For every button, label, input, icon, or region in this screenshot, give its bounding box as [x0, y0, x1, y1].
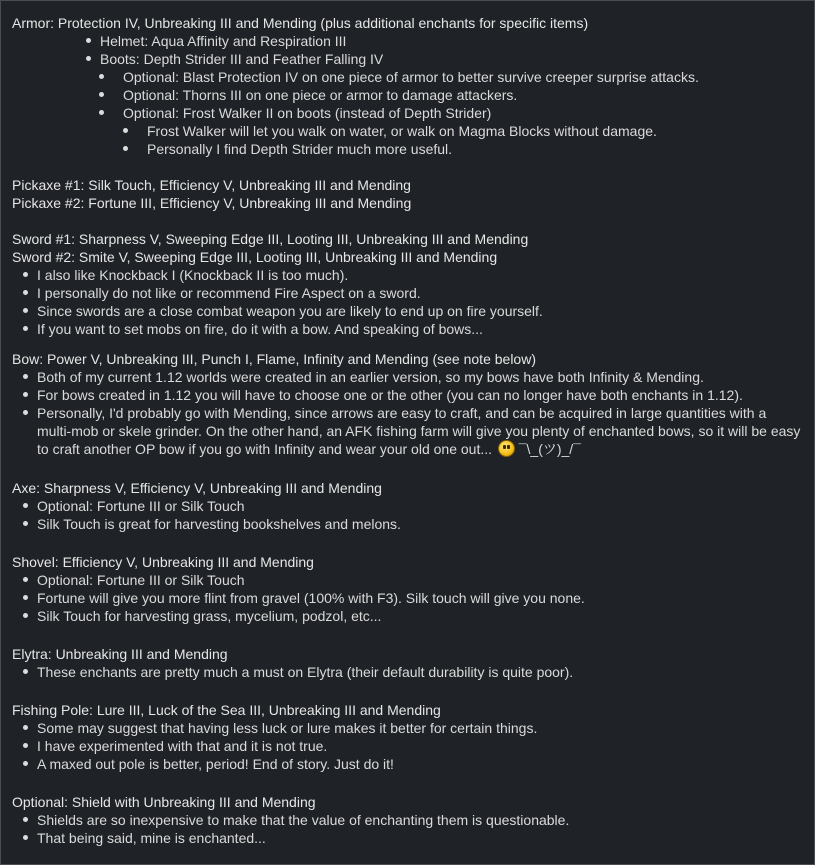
list-item: [12, 404, 804, 458]
list-item: Both of my current 1.12 worlds were created in an earlier version, so my bows have both Infinity & Mending.: [12, 368, 804, 386]
shrug-text: ¯\_(ツ)_/¯: [518, 441, 581, 457]
list-item: These enchants are pretty much a must on Elytra (their default durability is quite poor).: [12, 663, 804, 681]
post-content: [12, 14, 804, 847]
fishing-list: [12, 719, 804, 773]
sword-list: [12, 266, 804, 338]
list-item: Silk Touch is great for harvesting bookshelves and melons.: [12, 515, 804, 533]
sword-2-heading: Sword #2: Smite V, Sweeping Edge III, Looting III, Unbreaking III and Mending: [12, 249, 498, 265]
list-item: Boots: Depth Strider III and Feather Falling IV: [12, 50, 804, 68]
list-item: Silk Touch for harvesting grass, mycelium, podzol, etc...: [12, 607, 804, 625]
list-item: That being said, mine is enchanted...: [12, 829, 804, 847]
list-item: A maxed out pole is better, period! End of story. Just do it!: [12, 755, 804, 773]
bow-list: [12, 368, 804, 458]
shovel-list: [12, 571, 804, 625]
list-item: Optional: Thorns III on one piece or armor to damage attackers.: [12, 86, 804, 104]
list-item: Optional: Blast Protection IV on one piece of armor to better survive creeper surprise attacks.: [12, 68, 804, 86]
pickaxe-1-heading: Pickaxe #1: Silk Touch, Efficiency V, Unbreaking III and Mending: [12, 177, 411, 193]
elytra-heading: Elytra: Unbreaking III and Mending: [12, 646, 228, 662]
list-item: Some may suggest that having less luck or lure makes it better for certain things.: [12, 719, 804, 737]
axe-list: [12, 497, 804, 533]
shield-heading: Optional: Shield with Unbreaking III and Mending: [12, 794, 316, 810]
list-item: Frost Walker will let you walk on water, or walk on Magma Blocks without damage.: [12, 122, 804, 140]
bow-note-text: Personally, I'd probably go with Mending, since arrows are easy to craft, and can be acquired in large quantities with a multi-mob or skele grinder. On the other hand, an AFK fishing farm will give you plenty of enchanted bows, so it will be easy to craft another OP bow if you go with Infinity and wear your old one out...: [37, 405, 801, 457]
list-item: Fortune will give you more flint from gravel (100% with F3). Silk touch will give you none.: [12, 589, 804, 607]
list-item: Optional: Frost Walker II on boots (instead of Depth Strider): [12, 104, 804, 122]
list-item: I also like Knockback I (Knockback II is too much).: [12, 266, 804, 284]
shovel-heading: Shovel: Efficiency V, Unbreaking III and Mending: [12, 554, 314, 570]
list-item: I have experimented with that and it is not true.: [12, 737, 804, 755]
list-item: Shields are so inexpensive to make that the value of enchanting them is questionable.: [12, 811, 804, 829]
list-item: Since swords are a close combat weapon you are likely to end up on fire yourself.: [12, 302, 804, 320]
list-item: Helmet: Aqua Affinity and Respiration III: [12, 32, 804, 50]
armor-list: [12, 32, 804, 158]
smiley-emoji-icon: [498, 440, 515, 457]
list-item: Optional: Fortune III or Silk Touch: [12, 571, 804, 589]
shield-list: [12, 811, 804, 847]
list-item: If you want to set mobs on fire, do it with a bow. And speaking of bows...: [12, 320, 804, 338]
sword-1-heading: Sword #1: Sharpness V, Sweeping Edge III, Looting III, Unbreaking III and Mending: [12, 231, 529, 247]
elytra-list: [12, 663, 804, 681]
axe-heading: Axe: Sharpness V, Efficiency V, Unbreaking III and Mending: [12, 480, 382, 496]
bow-heading: Bow: Power V, Unbreaking III, Punch I, Flame, Infinity and Mending (see note below): [12, 351, 536, 367]
list-item: For bows created in 1.12 you will have to choose one or the other (you can no longer have both enchants in 1.12).: [12, 386, 804, 404]
pickaxe-2-heading: Pickaxe #2: Fortune III, Efficiency V, Unbreaking III and Mending: [12, 195, 412, 211]
armor-heading: Armor: Protection IV, Unbreaking III and Mending (plus additional enchants for specific items): [12, 15, 589, 31]
list-item: I personally do not like or recommend Fire Aspect on a sword.: [12, 284, 804, 302]
fishing-pole-heading: Fishing Pole: Lure III, Luck of the Sea III, Unbreaking III and Mending: [12, 702, 441, 718]
list-item: Optional: Fortune III or Silk Touch: [12, 497, 804, 515]
list-item: Personally I find Depth Strider much more useful.: [12, 140, 804, 158]
